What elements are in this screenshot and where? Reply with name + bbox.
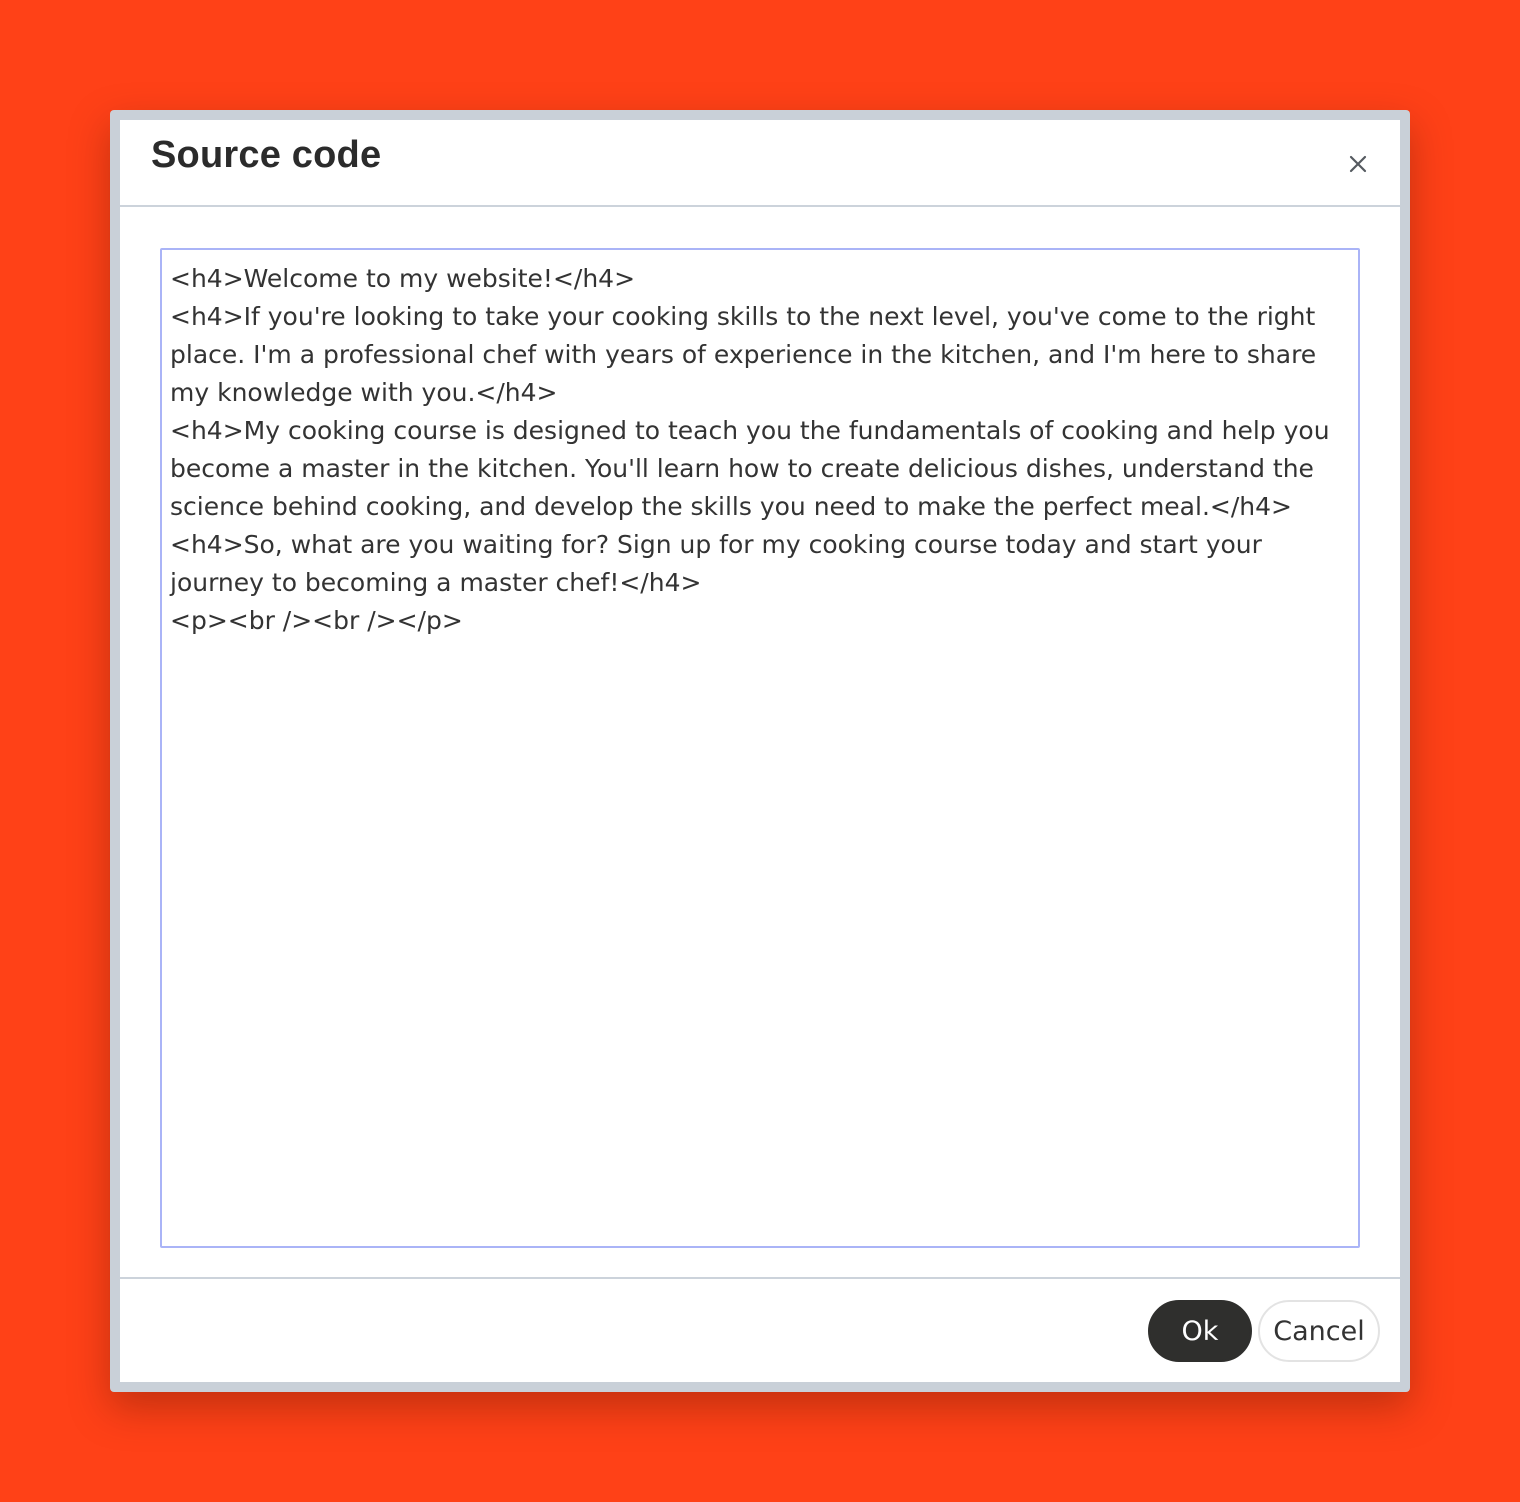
dialog-body (120, 207, 1400, 1288)
dialog-header (120, 120, 1400, 207)
dialog-footer (120, 1277, 1400, 1382)
cancel-button[interactable]: Cancel (1258, 1300, 1380, 1362)
ok-button[interactable]: Ok (1148, 1300, 1252, 1362)
source-code-dialog (120, 120, 1400, 1382)
source-code-textarea[interactable] (160, 248, 1360, 1248)
source-code-dialog-frame (110, 110, 1410, 1392)
dialog-title: Source code (151, 134, 382, 176)
close-icon (1348, 154, 1368, 174)
close-button[interactable] (1336, 142, 1380, 186)
